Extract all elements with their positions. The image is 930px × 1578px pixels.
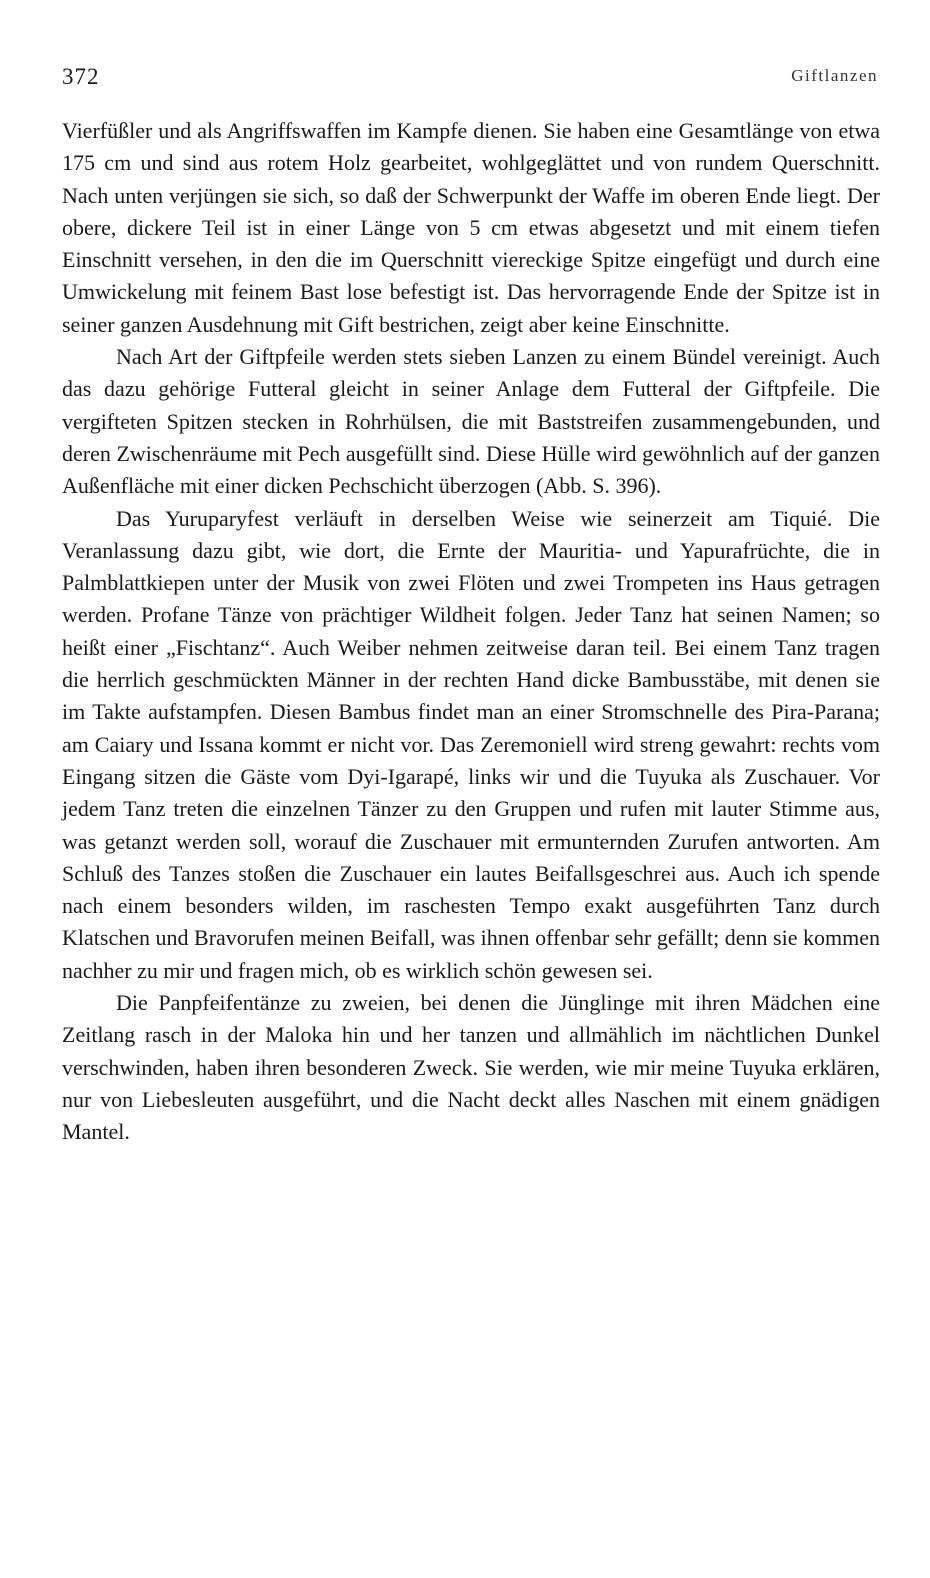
running-head: Giftlanzen — [791, 66, 878, 85]
body-text — [62, 115, 880, 1149]
page-number: 372 — [62, 64, 100, 89]
paragraph-2: Nach Art der Giftpfeile werden stets sieben Lanzen zu einem Bündel vereinigt. Auch das dazu gehörige Futteral gleicht in seiner Anlage dem Futteral der Giftpfeile. Die vergifteten Spitzen stecken in Rohrhülsen, die mit Baststreifen zusammengebunden, und deren Zwischenräume mit Pech ausgefüllt sind. Diese Hülle wird gewöhnlich auf der ganzen Außenfläche mit einer dicken Pechschicht überzogen (Abb. S. 396). — [62, 344, 880, 499]
paragraph-3: Das Yuruparyfest verläuft in derselben Weise wie seinerzeit am Tiquié. Die Veranlassung dazu gibt, wie dort, die Ernte der Mauritia- und Yapurafrüchte, die in Palmblattkiepen unter der Musik von zwei Flöten und zwei Trompeten ins Haus getragen werden. Profane Tänze von prächtiger Wildheit folgen. Jeder Tanz hat seinen Namen; so heißt einer „Fischtanz“. Auch Weiber nehmen zeitweise daran teil. Bei einem Tanz tragen die herrlich geschmückten Männer in der rechten Hand dicke Bambusstäbe, mit denen sie im Takte aufstampfen. Diesen Bambus findet man an einer Stromschnelle des Pira-Parana; am Caiary und Issana kommt er nicht vor. Das Zeremoniell wird streng gewahrt: rechts vom Eingang sitzen die Gäste vom Dyi-Igarapé, links wir und die Tuyuka als Zuschauer. Vor jedem Tanz treten die einzelnen Tänzer zu den Gruppen und rufen mit lauter Stimme aus, was getanzt werden soll, worauf die Zuschauer mit ermunternden Zurufen antworten. Am Schluß des Tanzes stoßen die Zuschauer ein lautes Beifallsgeschrei aus. Auch ich spende nach einem besonders wilden, im raschesten Tempo exakt ausgeführten Tanz durch Klatschen und Bravorufen meinen Beifall, was ihnen offenbar sehr gefällt; denn sie kommen nachher zu mir und fragen mich, ob es wirklich schön gewesen sei. — [62, 505, 880, 983]
paragraph-4: Die Panpfeifentänze zu zweien, bei denen die Jünglinge mit ihren Mädchen eine Zeitlang rasch in der Maloka hin und her tanzen und allmählich im nächtlichen Dunkel verschwinden, haben ihren besonderen Zweck. Sie werden, wie mir meine Tuyuka erklären, nur von Liebesleuten ausgeführt, und die Nacht deckt alles Naschen mit einem gnädigen Mantel. — [62, 990, 880, 1145]
paragraph-1: Vierfüßler und als Angriffswaffen im Kampfe dienen. Sie haben eine Gesamtlänge von etwa 175 cm und sind aus rotem Holz gearbeitet, wohlgeglättet und von rundem Querschnitt. Nach unten verjüngen sie sich, so daß der Schwerpunkt der Waffe im oberen Ende liegt. Der obere, dickere Teil ist in einer Länge von 5 cm etwas abgesetzt und mit einem tiefen Einschnitt versehen, in den die im Querschnitt viereckige Spitze eingefügt und durch eine Umwickelung mit feinem Bast lose befestigt ist. Das hervorragende Ende der Spitze ist in seiner ganzen Ausdehnung mit Gift bestrichen, zeigt aber keine Einschnitte. — [62, 118, 880, 337]
page-header — [62, 64, 878, 96]
